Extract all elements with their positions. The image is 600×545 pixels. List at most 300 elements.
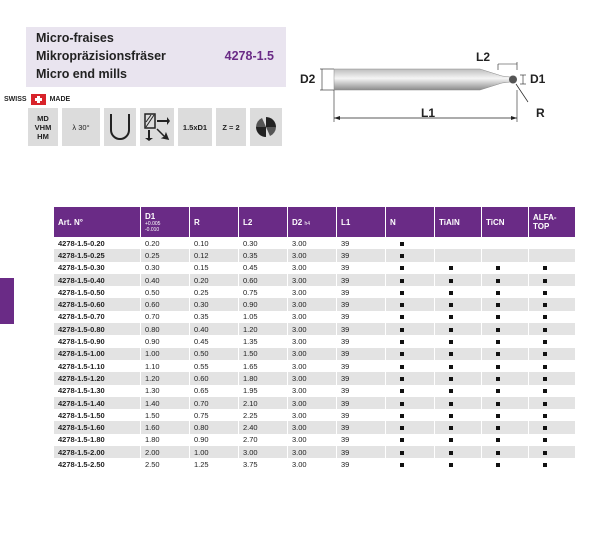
availability-mark-icon — [449, 414, 453, 418]
cell-tialn — [435, 421, 482, 433]
cell-tialn — [435, 249, 482, 261]
availability-mark-icon — [496, 291, 500, 295]
availability-mark-icon — [496, 377, 500, 381]
cell-l1: 39 — [337, 397, 386, 409]
availability-mark-icon — [496, 315, 500, 319]
cell-r: 0.40 — [190, 323, 239, 335]
cell-l2: 1.05 — [239, 311, 288, 323]
cell-d1: 1.80 — [141, 434, 190, 446]
cell-n — [386, 274, 435, 286]
machining-direction-icon — [143, 112, 171, 142]
availability-mark-icon — [400, 414, 404, 418]
availability-mark-icon — [496, 389, 500, 393]
cell-r: 0.45 — [190, 335, 239, 347]
cell-r: 0.80 — [190, 421, 239, 433]
cell-l1: 39 — [337, 348, 386, 360]
cell-n — [386, 286, 435, 298]
header-d2 — [288, 207, 337, 237]
cell-d1: 0.50 — [141, 286, 190, 298]
cell-alfa — [529, 286, 576, 298]
cell-l2: 0.45 — [239, 262, 288, 274]
cell-r: 0.90 — [190, 434, 239, 446]
cell-tialn — [435, 446, 482, 458]
cell-l1: 39 — [337, 311, 386, 323]
cell-art: 4278-1.5-1.20 — [54, 372, 141, 384]
availability-mark-icon — [543, 315, 547, 319]
cell-d1: 1.00 — [141, 348, 190, 360]
cell-tialn — [435, 372, 482, 384]
cell-n — [386, 458, 435, 470]
availability-mark-icon — [400, 291, 404, 295]
cell-r: 0.15 — [190, 262, 239, 274]
cell-alfa — [529, 385, 576, 397]
availability-mark-icon — [496, 328, 500, 332]
cell-ticn — [482, 446, 529, 458]
availability-mark-icon — [449, 451, 453, 455]
cell-ticn — [482, 360, 529, 372]
cell-d1: 0.20 — [141, 237, 190, 249]
cell-l2: 2.70 — [239, 434, 288, 446]
cell-r: 0.30 — [190, 298, 239, 310]
cell-alfa — [529, 262, 576, 274]
cell-l1: 39 — [337, 360, 386, 372]
availability-mark-icon — [543, 303, 547, 307]
cell-ticn — [482, 397, 529, 409]
cell-d1: 0.30 — [141, 262, 190, 274]
cell-l2: 1.95 — [239, 385, 288, 397]
cell-tialn — [435, 237, 482, 249]
cell-n — [386, 409, 435, 421]
table-header-row — [54, 207, 576, 237]
table-row — [54, 274, 576, 286]
cell-tialn — [435, 397, 482, 409]
cell-art: 4278-1.5-0.40 — [54, 274, 141, 286]
availability-mark-icon — [543, 365, 547, 369]
title-de: Mikropräzisionsfräser — [36, 49, 166, 63]
header-d2-label: D2 — [292, 217, 303, 227]
cell-d1: 0.40 — [141, 274, 190, 286]
cutting-length-spec: 1.5xD1 — [178, 108, 212, 146]
availability-mark-icon — [496, 365, 500, 369]
made-label: MADE — [49, 95, 71, 103]
cell-d2: 3.00 — [288, 286, 337, 298]
cell-l2: 1.35 — [239, 335, 288, 347]
cell-l1: 39 — [337, 286, 386, 298]
spec-table — [54, 207, 576, 471]
availability-mark-icon — [543, 389, 547, 393]
cell-art: 4278-1.5-1.60 — [54, 421, 141, 433]
header-r: R — [190, 207, 239, 237]
cell-n — [386, 421, 435, 433]
header-d1-tol-minus: -0.010 — [145, 226, 160, 233]
cell-tialn — [435, 434, 482, 446]
table-row — [54, 323, 576, 335]
table-row — [54, 385, 576, 397]
swiss-label: SWISS — [4, 95, 27, 103]
table-row — [54, 372, 576, 384]
cell-alfa — [529, 274, 576, 286]
cell-ticn — [482, 274, 529, 286]
availability-mark-icon — [400, 438, 404, 442]
availability-mark-icon — [496, 426, 500, 430]
cell-d1: 0.25 — [141, 249, 190, 261]
cell-tialn — [435, 335, 482, 347]
cell-alfa — [529, 335, 576, 347]
cell-art: 4278-1.5-0.25 — [54, 249, 141, 261]
availability-mark-icon — [400, 328, 404, 332]
tool-drawing — [300, 50, 570, 130]
cell-ticn — [482, 372, 529, 384]
cell-l1: 39 — [337, 335, 386, 347]
cell-art: 4278-1.5-1.10 — [54, 360, 141, 372]
table-row — [54, 249, 576, 261]
header-tialn: TiAlN — [435, 207, 482, 237]
cell-d2: 3.00 — [288, 434, 337, 446]
cell-n — [386, 323, 435, 335]
cell-alfa — [529, 298, 576, 310]
cell-r: 1.25 — [190, 458, 239, 470]
table-body — [54, 237, 576, 471]
availability-mark-icon — [449, 463, 453, 467]
cell-d2: 3.00 — [288, 458, 337, 470]
two-flute-cross-section-icon — [254, 115, 278, 139]
cell-l2: 1.80 — [239, 372, 288, 384]
cell-art: 4278-1.5-0.20 — [54, 237, 141, 249]
header-l2: L2 — [239, 207, 288, 237]
cell-n — [386, 360, 435, 372]
cell-d2: 3.00 — [288, 348, 337, 360]
cell-art: 4278-1.5-0.70 — [54, 311, 141, 323]
cell-tialn — [435, 262, 482, 274]
cell-ticn — [482, 298, 529, 310]
cell-d2: 3.00 — [288, 360, 337, 372]
l1-label: L1 — [421, 106, 436, 120]
cell-r: 0.35 — [190, 311, 239, 323]
availability-mark-icon — [543, 328, 547, 332]
cell-l2: 2.10 — [239, 397, 288, 409]
title-fr: Micro-fraises — [36, 31, 114, 45]
cell-ticn — [482, 286, 529, 298]
table-row — [54, 237, 576, 249]
availability-mark-icon — [400, 377, 404, 381]
availability-mark-icon — [496, 266, 500, 270]
machining-direction-spec — [140, 108, 174, 146]
cell-d1: 0.80 — [141, 323, 190, 335]
material-line2: VHM — [34, 122, 52, 132]
header-alfa — [529, 207, 576, 237]
table-row — [54, 458, 576, 470]
cell-art: 4278-1.5-1.80 — [54, 434, 141, 446]
cell-tialn — [435, 286, 482, 298]
cell-d1: 0.90 — [141, 335, 190, 347]
availability-mark-icon — [449, 365, 453, 369]
cell-r: 0.60 — [190, 372, 239, 384]
cell-tialn — [435, 348, 482, 360]
cell-r: 0.70 — [190, 397, 239, 409]
availability-mark-icon — [543, 340, 547, 344]
cell-l1: 39 — [337, 385, 386, 397]
table-row — [54, 335, 576, 347]
cell-r: 0.75 — [190, 409, 239, 421]
cell-l2: 3.75 — [239, 458, 288, 470]
cell-l2: 0.60 — [239, 274, 288, 286]
availability-mark-icon — [400, 254, 404, 258]
availability-mark-icon — [400, 389, 404, 393]
availability-mark-icon — [400, 242, 404, 246]
cell-l2: 1.20 — [239, 323, 288, 335]
cell-n — [386, 446, 435, 458]
cell-ticn — [482, 409, 529, 421]
cell-ticn — [482, 323, 529, 335]
cell-d1: 0.70 — [141, 311, 190, 323]
availability-mark-icon — [543, 266, 547, 270]
cell-alfa — [529, 360, 576, 372]
table-row — [54, 409, 576, 421]
cell-d1: 1.30 — [141, 385, 190, 397]
availability-mark-icon — [543, 291, 547, 295]
cell-n — [386, 237, 435, 249]
cell-ticn — [482, 421, 529, 433]
cell-l1: 39 — [337, 446, 386, 458]
cell-ticn — [482, 335, 529, 347]
cell-alfa — [529, 249, 576, 261]
cell-n — [386, 335, 435, 347]
cell-r: 1.00 — [190, 446, 239, 458]
cell-l1: 39 — [337, 274, 386, 286]
availability-mark-icon — [400, 315, 404, 319]
cell-r: 0.65 — [190, 385, 239, 397]
cell-art: 4278-1.5-0.30 — [54, 262, 141, 274]
availability-mark-icon — [400, 463, 404, 467]
cell-n — [386, 262, 435, 274]
cell-tialn — [435, 385, 482, 397]
cell-d2: 3.00 — [288, 237, 337, 249]
availability-mark-icon — [449, 426, 453, 430]
title-box — [26, 27, 286, 87]
availability-mark-icon — [400, 340, 404, 344]
cell-n — [386, 434, 435, 446]
cell-l1: 39 — [337, 298, 386, 310]
availability-mark-icon — [496, 463, 500, 467]
material-line1: MD — [37, 113, 49, 123]
cell-ticn — [482, 348, 529, 360]
header-ticn: TiCN — [482, 207, 529, 237]
cell-tialn — [435, 274, 482, 286]
material-spec — [28, 108, 58, 146]
header-d2-tol: h4 — [304, 220, 311, 227]
cell-d1: 1.10 — [141, 360, 190, 372]
cell-d1: 1.20 — [141, 372, 190, 384]
cell-art: 4278-1.5-0.80 — [54, 323, 141, 335]
cell-alfa — [529, 458, 576, 470]
cell-r: 0.50 — [190, 348, 239, 360]
r-label: R — [536, 106, 545, 120]
cell-d2: 3.00 — [288, 397, 337, 409]
cell-n — [386, 298, 435, 310]
availability-mark-icon — [449, 315, 453, 319]
cell-art: 4278-1.5-2.00 — [54, 446, 141, 458]
cross-section-spec — [250, 108, 282, 146]
availability-mark-icon — [400, 266, 404, 270]
availability-mark-icon — [400, 352, 404, 356]
cell-alfa — [529, 421, 576, 433]
cell-l2: 2.40 — [239, 421, 288, 433]
cell-alfa — [529, 311, 576, 323]
availability-mark-icon — [543, 279, 547, 283]
table-row — [54, 348, 576, 360]
cell-l1: 39 — [337, 237, 386, 249]
availability-mark-icon — [449, 303, 453, 307]
cell-n — [386, 385, 435, 397]
cell-r: 0.20 — [190, 274, 239, 286]
cell-d2: 3.00 — [288, 421, 337, 433]
table-row — [54, 311, 576, 323]
table-row — [54, 397, 576, 409]
cell-d2: 3.00 — [288, 274, 337, 286]
availability-mark-icon — [400, 402, 404, 406]
flutes-spec: Z = 2 — [216, 108, 246, 146]
cell-art: 4278-1.5-0.50 — [54, 286, 141, 298]
cell-l1: 39 — [337, 434, 386, 446]
availability-mark-icon — [400, 365, 404, 369]
cell-d2: 3.00 — [288, 409, 337, 421]
cell-l1: 39 — [337, 409, 386, 421]
cell-n — [386, 397, 435, 409]
d1-label: D1 — [530, 72, 546, 86]
availability-mark-icon — [449, 389, 453, 393]
availability-mark-icon — [543, 426, 547, 430]
availability-mark-icon — [449, 377, 453, 381]
cell-ticn — [482, 311, 529, 323]
cell-art: 4278-1.5-1.40 — [54, 397, 141, 409]
availability-mark-icon — [543, 438, 547, 442]
availability-mark-icon — [496, 352, 500, 356]
availability-mark-icon — [496, 279, 500, 283]
cell-d2: 3.00 — [288, 335, 337, 347]
cell-n — [386, 311, 435, 323]
table-row — [54, 434, 576, 446]
cell-l2: 2.25 — [239, 409, 288, 421]
swiss-flag-icon — [31, 94, 46, 105]
cell-ticn — [482, 237, 529, 249]
availability-mark-icon — [496, 451, 500, 455]
cell-d2: 3.00 — [288, 249, 337, 261]
availability-mark-icon — [543, 451, 547, 455]
cell-l2: 0.30 — [239, 237, 288, 249]
cell-art: 4278-1.5-0.90 — [54, 335, 141, 347]
table-row — [54, 446, 576, 458]
title-en: Micro end mills — [36, 67, 127, 81]
material-line3: HM — [37, 131, 49, 141]
cell-l2: 0.35 — [239, 249, 288, 261]
header-alfa-line1: ALFA- — [533, 213, 557, 222]
cell-alfa — [529, 409, 576, 421]
cell-d1: 1.50 — [141, 409, 190, 421]
ball-profile-spec — [104, 108, 136, 146]
cell-alfa — [529, 348, 576, 360]
d2-label: D2 — [300, 72, 316, 86]
availability-mark-icon — [449, 340, 453, 344]
cell-d1: 0.60 — [141, 298, 190, 310]
cell-l1: 39 — [337, 458, 386, 470]
cell-tialn — [435, 298, 482, 310]
cell-ticn — [482, 458, 529, 470]
availability-mark-icon — [449, 279, 453, 283]
helix-spec: λ 30° — [62, 108, 100, 146]
availability-mark-icon — [496, 303, 500, 307]
cell-n — [386, 372, 435, 384]
header-d1-tol-plus: +0.005 — [145, 220, 161, 227]
cell-r: 0.55 — [190, 360, 239, 372]
cell-d2: 3.00 — [288, 298, 337, 310]
cell-tialn — [435, 458, 482, 470]
cell-d2: 3.00 — [288, 262, 337, 274]
availability-mark-icon — [449, 438, 453, 442]
availability-mark-icon — [496, 402, 500, 406]
cell-l2: 0.90 — [239, 298, 288, 310]
cell-d2: 3.00 — [288, 372, 337, 384]
cell-l1: 39 — [337, 249, 386, 261]
cell-d1: 2.00 — [141, 446, 190, 458]
availability-mark-icon — [496, 438, 500, 442]
cell-art: 4278-1.5-0.60 — [54, 298, 141, 310]
cell-n — [386, 348, 435, 360]
cell-alfa — [529, 237, 576, 249]
availability-mark-icon — [449, 266, 453, 270]
table-row — [54, 298, 576, 310]
cell-r: 0.10 — [190, 237, 239, 249]
cell-l1: 39 — [337, 372, 386, 384]
ball-nose-profile-icon — [108, 112, 132, 142]
cell-alfa — [529, 434, 576, 446]
cell-art: 4278-1.5-2.50 — [54, 458, 141, 470]
article-code: 4278-1.5 — [224, 49, 274, 63]
cell-l2: 1.50 — [239, 348, 288, 360]
cell-alfa — [529, 372, 576, 384]
table-row — [54, 421, 576, 433]
swiss-made-badge — [4, 93, 70, 105]
header-alfa-line2: TOP — [533, 222, 550, 231]
cell-d2: 3.00 — [288, 311, 337, 323]
availability-mark-icon — [496, 414, 500, 418]
cell-d1: 1.40 — [141, 397, 190, 409]
cell-d1: 1.60 — [141, 421, 190, 433]
cell-art: 4278-1.5-1.50 — [54, 409, 141, 421]
availability-mark-icon — [400, 279, 404, 283]
table-row — [54, 286, 576, 298]
cell-tialn — [435, 323, 482, 335]
table-row — [54, 262, 576, 274]
cell-l1: 39 — [337, 323, 386, 335]
cell-tialn — [435, 409, 482, 421]
cell-l2: 0.75 — [239, 286, 288, 298]
cell-r: 0.12 — [190, 249, 239, 261]
header-n: N — [386, 207, 435, 237]
header-art: Art. N° — [54, 207, 141, 237]
cell-alfa — [529, 397, 576, 409]
cell-d2: 3.00 — [288, 385, 337, 397]
cell-d1: 2.50 — [141, 458, 190, 470]
cell-d2: 3.00 — [288, 446, 337, 458]
availability-mark-icon — [400, 451, 404, 455]
availability-mark-icon — [543, 463, 547, 467]
cell-alfa — [529, 323, 576, 335]
section-tab — [0, 278, 14, 324]
availability-mark-icon — [543, 352, 547, 356]
availability-mark-icon — [449, 402, 453, 406]
cell-l2: 1.65 — [239, 360, 288, 372]
availability-mark-icon — [543, 414, 547, 418]
